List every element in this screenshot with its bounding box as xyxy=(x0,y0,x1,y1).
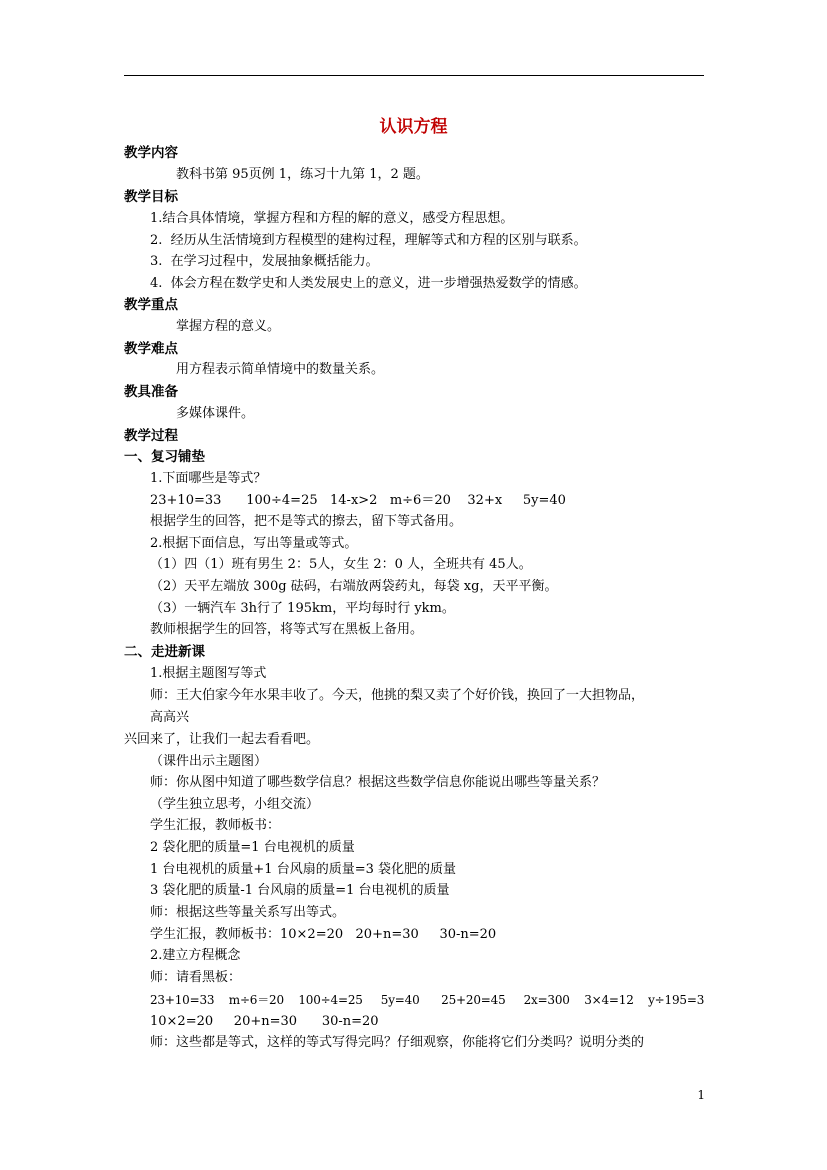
doc-line: 2 袋化肥的质量=1 台电视机的质量 xyxy=(150,840,355,855)
doc-line: 二、走进新课 xyxy=(124,644,205,660)
doc-line: 1.结合具体情境，掌握方程和方程的解的意义，感受方程思想。 xyxy=(150,211,514,226)
doc-line: 教科书第 95页例 1，练习十九第 1，2 题。 xyxy=(176,167,429,182)
doc-line: （课件出示主题图） xyxy=(150,754,268,769)
page-number: 1 xyxy=(697,1088,705,1102)
doc-line: 根据学生的回答，把不是等式的擦去，留下等式备用。 xyxy=(150,514,463,529)
doc-line: 教具准备 xyxy=(124,384,178,400)
doc-line: 一、复习铺垫 xyxy=(124,449,205,465)
doc-line: 教学过程 xyxy=(124,428,178,444)
doc-line: 教学难点 xyxy=(124,341,178,357)
doc-line: （学生独立思考，小组交流） xyxy=(150,797,320,812)
doc-line: 师：这些都是等式，这样的等式写得完吗？仔细观察，你能将它们分类吗？说明分类的 xyxy=(150,1035,645,1050)
doc-line: 23+10=33 m÷6＝20 100÷4=25 5y=40 25+20=45 2x=300 3×4=12 y÷195=3 xyxy=(150,993,705,1007)
doc-line: 学生汇报，教师板书：10×2=20 20+n=30 30-n=20 xyxy=(150,927,497,942)
doc-line: （2）天平左端放 300g 砝码，右端放两袋药丸，每袋 xg，天平平衡。 xyxy=(150,579,558,594)
doc-line: 教学重点 xyxy=(124,297,178,313)
doc-line: 1.下面哪些是等式？ xyxy=(150,471,267,486)
doc-line: 掌握方程的意义。 xyxy=(176,319,281,334)
doc-line: 1.根据主题图写等式 xyxy=(150,666,267,681)
doc-line: 2.建立方程概念 xyxy=(150,948,241,963)
doc-line: 2.根据下面信息，写出等量或等式。 xyxy=(150,536,358,551)
doc-line: 3 袋化肥的质量-1 台风扇的质量=1 台电视机的质量 xyxy=(150,883,450,898)
doc-line: 教师根据学生的回答，将等式写在黑板上备用。 xyxy=(150,622,424,637)
doc-line: 2. 经历从生活情境到方程模型的建构过程，理解等式和方程的区别与联系。 xyxy=(150,233,587,248)
doc-line: 10×2=20 20+n=30 30-n=20 xyxy=(150,1014,379,1029)
doc-line: 教学目标 xyxy=(124,189,178,205)
header-rule xyxy=(124,75,704,76)
doc-line: 1 台电视机的质量+1 台风扇的质量=3 袋化肥的质量 xyxy=(150,862,456,877)
doc-line: 用方程表示简单情境中的数量关系。 xyxy=(176,362,385,377)
doc-line: （3）一辆汽车 3h行了 195km，平均每时行 ykm。 xyxy=(150,601,455,616)
doc-line: 高高兴 xyxy=(150,710,190,725)
doc-line: 师：根据这些等量关系写出等式。 xyxy=(150,905,346,920)
doc-line: （1）四（1）班有男生 2：5人，女生 2：0 人，全班共有 45人。 xyxy=(150,557,532,572)
document-title: 认识方程 xyxy=(379,117,448,137)
doc-line: 教学内容 xyxy=(124,145,178,161)
doc-line: 3. 在学习过程中，发展抽象概括能力。 xyxy=(150,254,379,269)
doc-line: 师：你从图中知道了哪些数学信息？根据这些数学信息你能说出哪些等量关系？ xyxy=(150,775,606,790)
doc-line: 师：请看黑板： xyxy=(150,970,242,985)
doc-line: 23+10=33 100÷4=25 14-x>2 m÷6＝20 32+x 5y=40 xyxy=(150,493,566,508)
doc-line: 4. 体会方程在数学史和人类发展史上的意义，进一步增强热爱数学的情感。 xyxy=(150,276,587,291)
doc-line: 学生汇报，教师板书： xyxy=(150,818,281,833)
doc-line: 多媒体课件。 xyxy=(176,406,255,421)
doc-line: 师：王大伯家今年水果丰收了。今天，他挑的梨又卖了个好价钱，换回了一大担物品， xyxy=(150,688,645,703)
doc-line: 兴回来了，让我们一起去看看吧。 xyxy=(124,732,320,747)
